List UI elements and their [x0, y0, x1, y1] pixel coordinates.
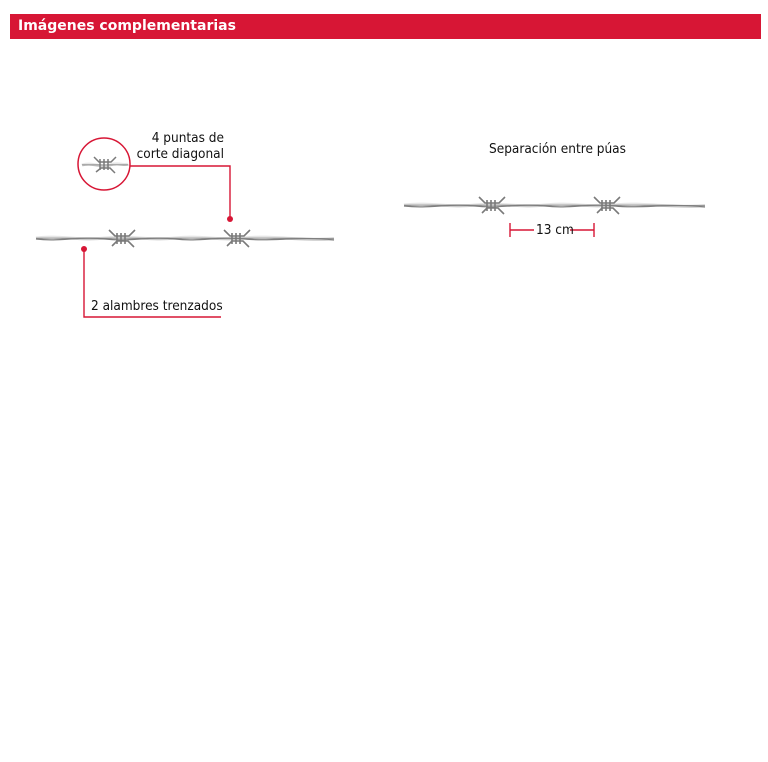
callout-top-label	[120, 130, 224, 162]
callout-leader-top	[130, 166, 233, 222]
dimension-label: 13 cm	[536, 222, 574, 238]
barbed-wire-right	[404, 197, 705, 214]
callout-top-line2: corte diagonal	[136, 146, 224, 162]
callout-bottom-label: 2 alambres trenzados	[91, 298, 223, 314]
section-title: Imágenes complementarias	[18, 18, 236, 34]
right-figure-title: Separación entre púas	[489, 141, 626, 157]
barbed-wire-left	[36, 230, 334, 247]
callout-top-line1: 4 puntas de	[151, 130, 224, 146]
